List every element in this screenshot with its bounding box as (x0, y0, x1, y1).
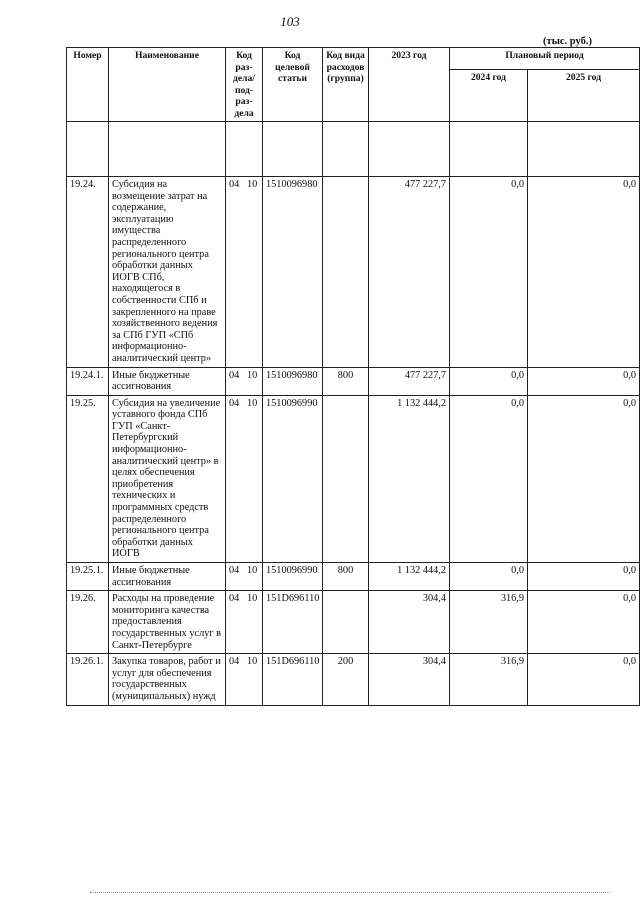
row-section-code (226, 177, 263, 368)
table-row (67, 395, 640, 562)
table-row (67, 654, 640, 705)
row-value-2025: 0,0 (528, 177, 640, 368)
table-row (67, 177, 640, 368)
row-section-code (226, 591, 263, 654)
subsection-code: 10 (247, 179, 258, 190)
row-value-2024: 316,9 (450, 591, 528, 654)
row-number: 19.25. (67, 395, 109, 562)
row-section-code (226, 563, 263, 591)
row-section-code (226, 395, 263, 562)
row-value-2023: 304,4 (369, 591, 450, 654)
section-code: 04 (229, 593, 240, 605)
row-name: Субсидия на возмещение затрат на содержание, эксплуатацию имущества распределенного регионального центра обработки данных ИОГВ СПб, находящегося в собственности СПб и закрепленного на праве хозяйственного ведения за СПб ГУП «СПб информационно-аналитический центр» (109, 177, 226, 368)
table-row (67, 591, 640, 654)
row-value-2024: 0,0 (450, 177, 528, 368)
row-number: 19.25.1. (67, 563, 109, 591)
row-value-2024: 0,0 (450, 395, 528, 562)
header-year-2023: 2023 год (369, 48, 450, 122)
row-value-2025: 0,0 (528, 591, 640, 654)
row-value-2023: 1 132 444,2 (369, 563, 450, 591)
row-name: Расходы на проведение мониторинга качества предоставления государственных услуг в Санкт-Петербурге (109, 591, 226, 654)
header-section: Код раз-дела/ под-раз-дела (226, 48, 263, 122)
table-row (67, 367, 640, 395)
subsection-code: 10 (247, 593, 258, 605)
page-number: 103 (280, 14, 300, 29)
row-name: Закупка товаров, работ и услуг для обеспечения государственных (муниципальных) нужд (109, 654, 226, 705)
row-value-2025: 0,0 (528, 395, 640, 562)
header-planned-period: Плановый период (450, 48, 640, 70)
section-code: 04 (229, 369, 240, 381)
header-expense-type: Код вида расходов (группа) (323, 48, 369, 122)
header-year-2025: 2025 год (528, 70, 640, 122)
row-name: Иные бюджетные ассигнования (109, 563, 226, 591)
row-value-2024: 0,0 (450, 563, 528, 591)
row-number: 19.24.1. (67, 367, 109, 395)
row-value-2025: 0,0 (528, 563, 640, 591)
row-value-2025: 0,0 (528, 367, 640, 395)
section-code: 04 (229, 656, 240, 668)
row-target-code: 1510096980 (263, 177, 323, 368)
row-target-code: 151D696110 (263, 654, 323, 705)
row-target-code: 151D696110 (263, 591, 323, 654)
header-name: Наименование (109, 48, 226, 122)
row-number: 19.26. (67, 591, 109, 654)
row-expense-type (323, 395, 369, 562)
row-expense-type (323, 591, 369, 654)
table-row (67, 563, 640, 591)
subsection-code: 10 (247, 397, 258, 409)
row-expense-type: 200 (323, 654, 369, 705)
row-expense-type: 800 (323, 367, 369, 395)
row-value-2023: 477 227,7 (369, 177, 450, 368)
row-value-2023: 1 132 444,2 (369, 395, 450, 562)
row-value-2025: 0,0 (528, 654, 640, 705)
row-value-2024: 0,0 (450, 367, 528, 395)
subsection-code: 10 (247, 656, 258, 668)
row-value-2023: 304,4 (369, 654, 450, 705)
row-target-code: 1510096980 (263, 367, 323, 395)
header-year-2024: 2024 год (450, 70, 528, 122)
units-label: (тыс. руб.) (543, 36, 592, 47)
section-code: 04 (229, 179, 240, 190)
row-value-2023: 477 227,7 (369, 367, 450, 395)
row-expense-type (323, 177, 369, 368)
section-code: 04 (229, 397, 240, 409)
row-number: 19.26.1. (67, 654, 109, 705)
budget-table (66, 47, 640, 706)
row-target-code: 1510096990 (263, 395, 323, 562)
header-target: Код целевой статьи (263, 48, 323, 122)
header-number: Номер (67, 48, 109, 122)
row-section-code (226, 654, 263, 705)
section-code: 04 (229, 565, 240, 576)
subsection-code: 10 (247, 369, 258, 381)
row-target-code: 1510096990 (263, 563, 323, 591)
row-section-code (226, 367, 263, 395)
row-name: Иные бюджетные ассигнования (109, 367, 226, 395)
subsection-code: 10 (247, 565, 258, 576)
row-number: 19.24. (67, 177, 109, 368)
bottom-dotted-divider (90, 890, 610, 893)
header-spacer-row (67, 122, 640, 177)
row-value-2024: 316,9 (450, 654, 528, 705)
row-expense-type: 800 (323, 563, 369, 591)
row-name: Субсидия на увеличение уставного фонда СПб ГУП «Санкт-Петербургский информационно-аналитический центр» в целях обеспечения приобретения технических и программных средств распределенного регионального центра обработки данных ИОГВ (109, 395, 226, 562)
